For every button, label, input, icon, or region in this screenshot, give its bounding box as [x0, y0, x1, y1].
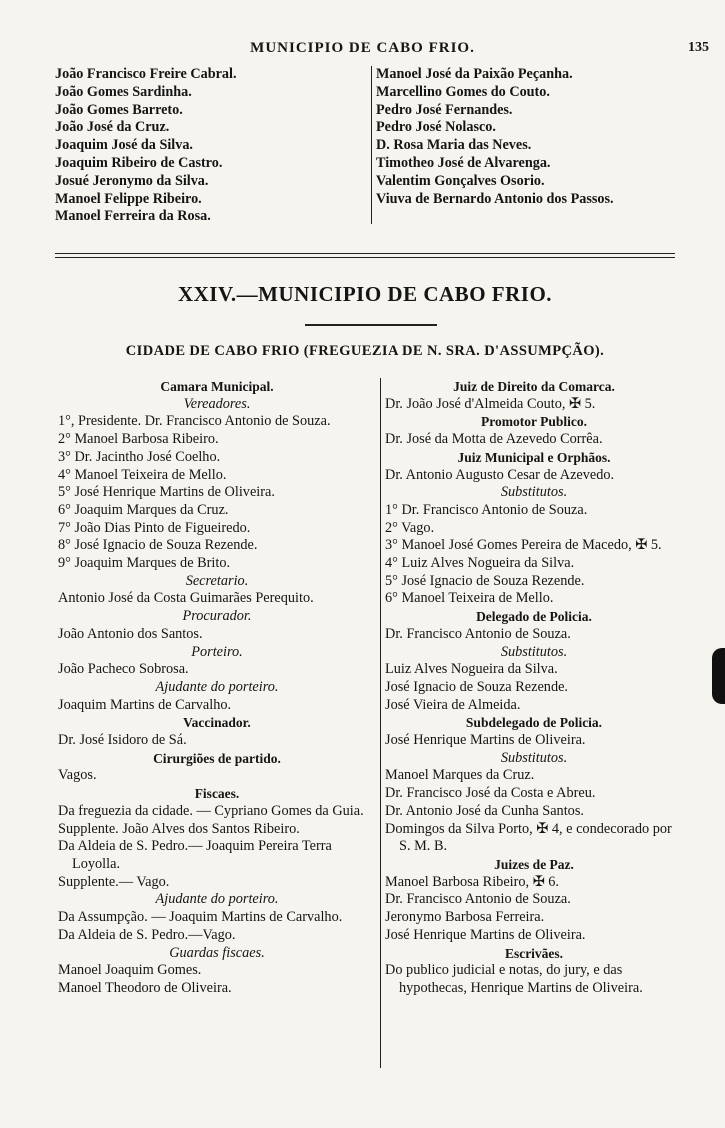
- office-subheading: Guardas fiscaes.: [169, 944, 265, 961]
- directory-entry: João Antonio dos Santos.: [58, 625, 203, 642]
- continued-name-lists: [55, 66, 675, 226]
- double-rule-bottom: [55, 257, 675, 258]
- office-heading: Delegado de Policia.: [476, 609, 592, 625]
- list-item: Manoel José da Paixão Peçanha.: [376, 66, 573, 82]
- list-item: João Gomes Sardinha.: [55, 83, 192, 100]
- list-item: João Gomes Barreto.: [55, 101, 183, 118]
- directory-entry: Dr. Antonio José da Cunha Santos.: [385, 802, 584, 819]
- page-number: 135: [688, 40, 709, 55]
- directory-entry: Da Aldeia de S. Pedro.— Joaquim Pereira Terra Loyolla.: [58, 838, 332, 872]
- office-subheading: Secretario.: [185, 572, 249, 589]
- directory-entry: Antonio José da Costa Guimarães Perequito.: [58, 590, 314, 607]
- double-rule-top: [55, 253, 675, 254]
- directory-entry: Dr. José da Motta de Azevedo Corrêa.: [385, 431, 603, 448]
- directory-entry: Manoel Barbosa Ribeiro, ✠ 6.: [385, 873, 559, 890]
- section-title: CIDADE DE CABO FRIO (FREGUEZIA DE N. SRA. D'ASSUMPÇÃO).: [125, 343, 605, 359]
- office-subheading: Porteiro.: [191, 643, 243, 660]
- directory-entry: 3° Manoel José Gomes Pereira de Macedo, ✠ 5.: [385, 537, 662, 554]
- list-item: D. Rosa Maria das Neves.: [376, 137, 532, 154]
- directory-entry: Da Assumpção. — Joaquim Martins de Carvalho.: [58, 909, 343, 926]
- list-item: Joaquim José da Silva.: [55, 137, 193, 154]
- directory-entry: Dr. João José d'Almeida Couto, ✠ 5.: [385, 395, 596, 412]
- right-column: [380, 378, 683, 1068]
- directory-entry: 4° Manoel Teixeira de Mello.: [58, 466, 227, 483]
- running-title: MUNICIPIO DE CABO FRIO.: [250, 40, 475, 56]
- directory-entry: 7° João Dias Pinto de Figueiredo.: [58, 519, 251, 536]
- office-heading: Juizes de Paz.: [494, 856, 574, 872]
- directory-entry: Dr. Antonio Augusto Cesar de Azevedo.: [385, 466, 615, 483]
- office-heading: Escrivães.: [504, 945, 564, 961]
- list-item: Josué Jeronymo da Silva.: [55, 172, 209, 189]
- office-subheading: Ajudante do porteiro.: [155, 678, 279, 695]
- directory-entry: Jeronymo Barbosa Ferreira.: [385, 909, 545, 926]
- office-heading: Cirurgiões de partido.: [153, 750, 281, 766]
- list-item: João José da Cruz.: [55, 119, 170, 136]
- directory-entry: Domingos da Silva Porto, ✠ 4, e condecorado por S. M. B.: [385, 820, 672, 855]
- list-item: Valentim Gonçalves Osorio.: [376, 172, 545, 189]
- office-subheading: Procurador.: [182, 608, 252, 625]
- list-item: Joaquim Ribeiro de Castro.: [55, 154, 223, 171]
- office-heading: Promotor Publico.: [481, 414, 587, 430]
- list-item: Pedro José Fernandes.: [376, 101, 513, 118]
- directory-entry: José Vieira de Almeida.: [385, 696, 521, 713]
- directory-entry: Dr. Francisco José da Costa e Abreu.: [385, 785, 596, 802]
- directory-entry: Supplente. João Alves dos Santos Ribeiro.: [58, 820, 300, 837]
- office-heading: Subdelegado de Policia.: [465, 715, 603, 731]
- directory-entry: Dr. José Isidoro de Sá.: [58, 732, 187, 749]
- list-item: Timotheo José de Alvarenga.: [376, 154, 551, 171]
- office-heading: Camara Municipal.: [160, 379, 274, 394]
- directory-entry: Vagos.: [58, 767, 97, 784]
- directory-entry: Joaquim Martins de Carvalho.: [58, 696, 232, 713]
- list-item: Manoel Ferreira da Rosa.: [55, 208, 211, 225]
- directory-entry: José Ignacio de Souza Rezende.: [385, 678, 569, 695]
- directory-entry: 2° Manoel Barbosa Ribeiro.: [58, 431, 219, 448]
- top-list-right: [371, 66, 686, 224]
- title-rule: [305, 324, 437, 326]
- directory-entry: Dr. Francisco Antonio de Souza.: [385, 625, 571, 642]
- directory-entry: Manoel Theodoro de Oliveira.: [58, 979, 232, 996]
- chapter-title: XXIV.—MUNICIPIO DE CABO FRIO.: [177, 282, 553, 306]
- directory-entry: 5° José Ignacio de Souza Rezende.: [385, 572, 585, 589]
- directory-entry: José Henrique Martins de Oliveira.: [385, 926, 586, 943]
- top-list-left: [55, 66, 367, 226]
- directory-entry: 4° Luiz Alves Nogueira da Silva.: [385, 555, 575, 572]
- directory-entry: 1° Dr. Francisco Antonio de Souza.: [385, 501, 588, 518]
- directory-entry: João Pacheco Sobrosa.: [58, 661, 189, 678]
- list-item: Marcellino Gomes do Couto.: [376, 83, 550, 100]
- office-heading: Fiscaes.: [194, 786, 240, 802]
- directory-entry: 6° Manoel Teixeira de Mello.: [385, 590, 554, 607]
- office-heading: Juiz de Direito da Comarca.: [453, 379, 615, 394]
- list-item: Pedro José Nolasco.: [376, 119, 496, 136]
- directory-entry: 5° José Henrique Martins de Oliveira.: [58, 484, 275, 501]
- office-subheading: Substitutos.: [500, 484, 568, 501]
- directory-entry: Da freguezia da cidade. — Cypriano Gomes da Guia.: [58, 802, 364, 819]
- office-subheading: Substitutos.: [500, 643, 568, 660]
- office-subheading: Vereadores.: [183, 395, 251, 412]
- list-item: Manoel Felippe Ribeiro.: [55, 190, 202, 207]
- directory-entry: Supplente.— Vago.: [58, 873, 170, 890]
- directory-entry: 3° Dr. Jacintho José Coelho.: [58, 448, 221, 465]
- office-heading: Juiz Municipal e Orphãos.: [457, 449, 611, 465]
- directory-entry: Luiz Alves Nogueira da Silva.: [385, 661, 558, 678]
- list-item: Viuva de Bernardo Antonio dos Passos.: [376, 190, 614, 207]
- directory-entry: Manoel Joaquim Gomes.: [58, 962, 202, 979]
- directory-entry: 6° Joaquim Marques da Cruz.: [58, 501, 229, 518]
- directory-entry: Do publico judicial e notas, do jury, e das hypothecas, Henrique Martins de Oliveira.: [385, 962, 643, 996]
- directory-entry: 8° José Ignacio de Souza Rezende.: [58, 537, 258, 554]
- directory-entry: Dr. Francisco Antonio de Souza.: [385, 891, 571, 908]
- office-subheading: Ajudante do porteiro.: [155, 891, 279, 908]
- directory-entry: 1°, Presidente. Dr. Francisco Antonio de Souza.: [58, 413, 331, 430]
- directory-entry: 2° Vago.: [385, 519, 435, 536]
- directory-entry: José Henrique Martins de Oliveira.: [385, 732, 586, 749]
- ink-blot: [712, 648, 725, 704]
- office-heading: Vaccinador.: [183, 715, 251, 731]
- directory-entry: Da Aldeia de S. Pedro.—Vago.: [58, 926, 236, 943]
- office-subheading: Substitutos.: [500, 749, 568, 766]
- directory-entry: 9° Joaquim Marques de Brito.: [58, 555, 231, 572]
- list-item: João Francisco Freire Cabral.: [55, 66, 237, 82]
- left-column: [58, 378, 376, 998]
- directory-entry: Manoel Marques da Cruz.: [385, 767, 535, 784]
